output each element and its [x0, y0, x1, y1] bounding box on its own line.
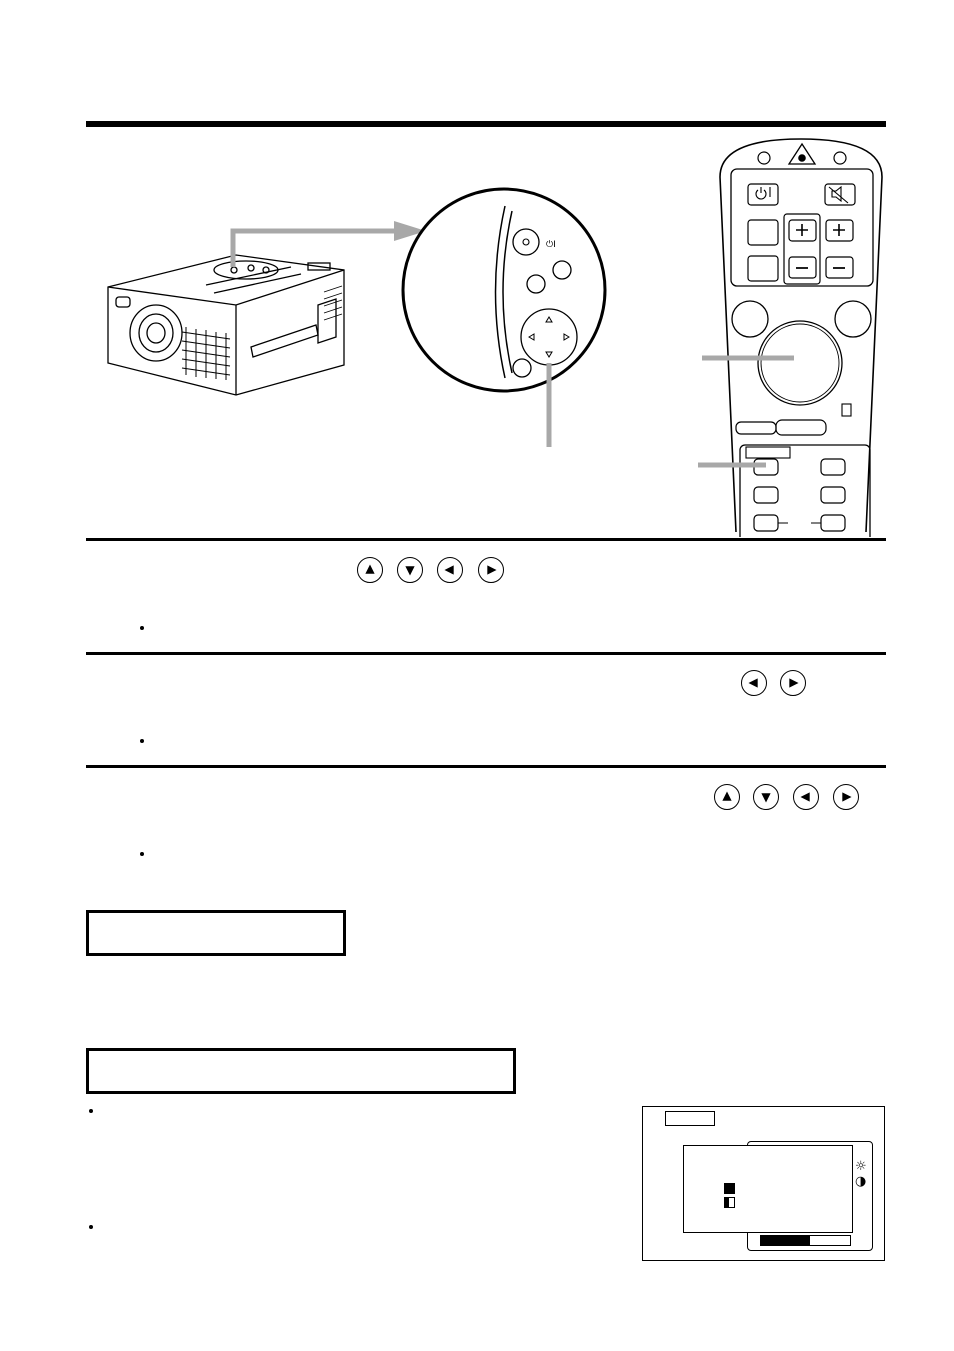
step-1-rule [86, 538, 886, 541]
osd-half-square [724, 1197, 735, 1208]
osd-front-panel [683, 1145, 853, 1233]
osd-screen [642, 1106, 885, 1261]
panel-power-symbol: ⏻I [546, 240, 556, 250]
arrow-up-icon [357, 557, 383, 583]
arrow-down-icon [753, 784, 779, 810]
osd-filled-square [724, 1183, 735, 1194]
brightness-icon: ☼ [855, 1159, 867, 1174]
control-panel-zoom [403, 189, 605, 391]
arrow-right-icon [780, 670, 806, 696]
arrow-right-icon [833, 784, 859, 810]
arrow-left-icon [793, 784, 819, 810]
equipment-figure [86, 127, 886, 537]
step-2-bullet [140, 739, 144, 743]
step-1-bullet [140, 626, 144, 630]
arrow-left-icon [741, 670, 767, 696]
step-2-rule [86, 652, 886, 655]
osd-level-fill [761, 1236, 810, 1245]
contrast-icon: ◑ [855, 1174, 867, 1189]
arrow-up-icon [714, 784, 740, 810]
step-3-bullet [140, 852, 144, 856]
note-2-bullet [89, 1225, 93, 1229]
arrow-right-icon [478, 557, 504, 583]
arrow-down-icon [397, 557, 423, 583]
note-1-bullet [89, 1109, 93, 1113]
arrow-left-icon [437, 557, 463, 583]
section-box-2 [86, 1048, 516, 1094]
osd-level-bar [760, 1235, 851, 1246]
projector-illustration [108, 255, 344, 395]
section-box-1 [86, 910, 346, 956]
step-3-rule [86, 765, 886, 768]
osd-tab [665, 1111, 715, 1126]
remote-control [720, 139, 882, 537]
